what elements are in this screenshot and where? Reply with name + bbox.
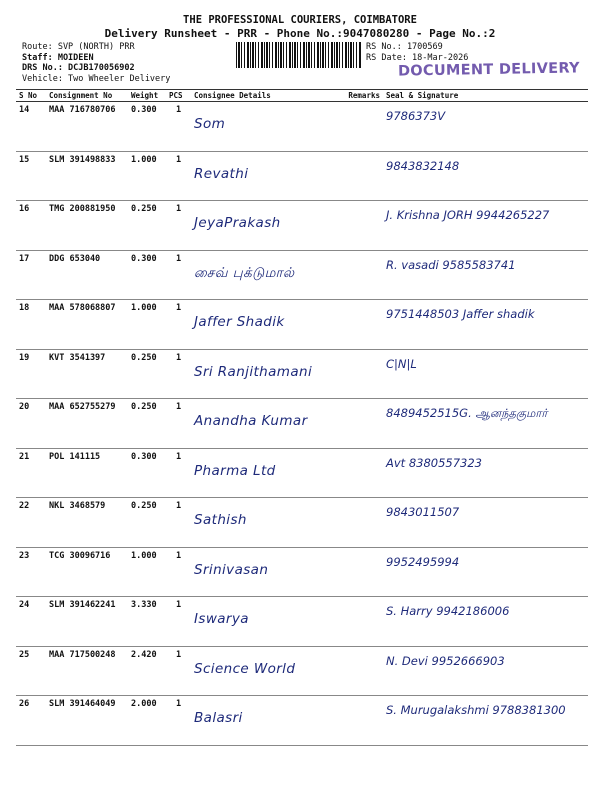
handwritten-signature: 9751448503 Jaffer shadik [386, 307, 535, 321]
table-body [16, 102, 588, 746]
consignee-cell: Science World [191, 646, 343, 696]
vehicle-line: Vehicle: Two Wheeler Delivery [22, 73, 171, 84]
consignee-cell: Anandha Kumar [191, 399, 343, 449]
consignment-no-cell: DDG 653040 [46, 250, 128, 300]
remarks-cell [343, 597, 383, 647]
consignment-no-cell: MAA 717500248 [46, 646, 128, 696]
weight-cell: 3.330 [128, 597, 166, 647]
pcs-cell: 1 [166, 349, 191, 399]
sno-cell: 15 [16, 151, 46, 201]
sno-cell: 17 [16, 250, 46, 300]
header-subtitle: Delivery Runsheet - PRR - Phone No.:9047080280 - Page No.:2 [104, 27, 496, 40]
remarks-cell [343, 646, 383, 696]
handwritten-signature: R. vasadi 9585583741 [386, 257, 516, 272]
weight-cell: 1.000 [128, 151, 166, 201]
weight-cell: 1.000 [128, 300, 166, 350]
signature-cell [383, 597, 588, 647]
sno-cell: 16 [16, 201, 46, 251]
pcs-cell: 1 [166, 102, 191, 152]
weight-cell: 2.420 [128, 646, 166, 696]
remarks-cell [343, 498, 383, 548]
handwritten-signature: 9786373V [386, 109, 446, 123]
pcs-cell: 1 [166, 696, 191, 746]
table-row [16, 399, 588, 449]
signature-cell [383, 300, 588, 350]
col-header-signature: Seal & Signature [383, 90, 588, 102]
handwritten-signature: 9843832148 [386, 158, 460, 173]
sno-cell: 23 [16, 547, 46, 597]
consignee-cell: Revathi [191, 151, 343, 201]
sno-cell: 18 [16, 300, 46, 350]
handwritten-signature: C|N|L [386, 356, 417, 371]
col-header-sno: S No [16, 90, 46, 102]
pcs-cell: 1 [166, 498, 191, 548]
consignee-cell: Iswarya [191, 597, 343, 647]
weight-cell: 0.250 [128, 399, 166, 449]
handwritten-signature: N. Devi 9952666903 [386, 653, 505, 668]
weight-cell: 0.250 [128, 498, 166, 548]
consignee-cell: Srinivasan [191, 547, 343, 597]
table-row [16, 201, 588, 251]
remarks-cell [343, 250, 383, 300]
col-header-consignment: Consignment No [46, 90, 128, 102]
col-header-pcs: PCS [166, 90, 191, 102]
remarks-cell [343, 300, 383, 350]
table-row [16, 597, 588, 647]
signature-cell [383, 151, 588, 201]
consignment-no-cell: MAA 652755279 [46, 399, 128, 449]
pcs-cell: 1 [166, 547, 191, 597]
weight-cell: 0.250 [128, 201, 166, 251]
table-row [16, 498, 588, 548]
consignee-cell: Sathish [191, 498, 343, 548]
table-row [16, 547, 588, 597]
handwritten-signature: Avt 8380557323 [386, 455, 483, 470]
sno-cell: 19 [16, 349, 46, 399]
barcode [236, 42, 362, 68]
handwritten-signature: 9843011507 [386, 505, 460, 519]
weight-cell: 0.300 [128, 250, 166, 300]
remarks-cell [343, 696, 383, 746]
weight-cell: 0.300 [128, 102, 166, 152]
remarks-cell [343, 151, 383, 201]
signature-cell [383, 399, 588, 449]
handwritten-signature: J. Krishna JORH 9944265227 [386, 208, 550, 222]
consignment-no-cell: TCG 30096716 [46, 547, 128, 597]
sno-cell: 20 [16, 399, 46, 449]
weight-cell: 2.000 [128, 696, 166, 746]
consignee-cell: Som [191, 102, 343, 152]
handwritten-signature: 8489452515G. ஆனந்தகுமார் [386, 406, 548, 420]
rs-info [366, 42, 468, 63]
consignee-cell: சைவ் புக்டுமால் [191, 250, 343, 300]
table-row [16, 349, 588, 399]
table-row [16, 250, 588, 300]
signature-cell [383, 102, 588, 152]
table-row [16, 102, 588, 152]
table-row [16, 448, 588, 498]
remarks-cell [343, 448, 383, 498]
drs-line: DRS No.: DCJB170056902 [22, 63, 135, 73]
consignment-no-cell: TMG 200881950 [46, 201, 128, 251]
consignee-cell: Sri Ranjithamani [191, 349, 343, 399]
consignment-no-cell: SLM 391462241 [46, 597, 128, 647]
consignment-no-cell: NKL 3468579 [46, 498, 128, 548]
remarks-cell [343, 349, 383, 399]
col-header-remarks: Remarks [343, 90, 383, 102]
document-delivery-stamp: DOCUMENT DELIVERY [397, 60, 581, 80]
handwritten-signature: 9952495994 [386, 554, 460, 569]
consignee-cell: JeyaPrakash [191, 201, 343, 251]
table-row [16, 646, 588, 696]
col-header-consignee: Consignee Details [191, 90, 343, 102]
signature-cell [383, 250, 588, 300]
remarks-cell [343, 547, 383, 597]
col-header-weight: Weight [128, 90, 166, 102]
sno-cell: 25 [16, 646, 46, 696]
consignment-no-cell: MAA 578068807 [46, 300, 128, 350]
pcs-cell: 1 [166, 201, 191, 251]
consignee-cell: Jaffer Shadik [191, 300, 343, 350]
sno-cell: 24 [16, 597, 46, 647]
weight-cell: 0.300 [128, 448, 166, 498]
weight-cell: 1.000 [128, 547, 166, 597]
pcs-cell: 1 [166, 597, 191, 647]
consignment-no-cell: MAA 716780706 [46, 102, 128, 152]
sno-cell: 22 [16, 498, 46, 548]
pcs-cell: 1 [166, 399, 191, 449]
remarks-cell [343, 102, 383, 152]
pcs-cell: 1 [166, 646, 191, 696]
pcs-cell: 1 [166, 151, 191, 201]
rs-no-line: RS No.: 1700569 [366, 42, 443, 52]
consignee-cell: Balasri [191, 696, 343, 746]
sno-cell: 21 [16, 448, 46, 498]
sno-cell: 14 [16, 102, 46, 152]
handwritten-signature: S. Murugalakshmi 9788381300 [386, 703, 566, 717]
sno-cell: 26 [16, 696, 46, 746]
signature-cell [383, 696, 588, 746]
consignment-no-cell: SLM 391498833 [46, 151, 128, 201]
signature-cell [383, 646, 588, 696]
pcs-cell: 1 [166, 250, 191, 300]
table-row [16, 696, 588, 746]
remarks-cell [343, 399, 383, 449]
header-company: THE PROFESSIONAL COURIERS, COIMBATORE [183, 14, 417, 26]
signature-cell [383, 547, 588, 597]
pcs-cell: 1 [166, 448, 191, 498]
table-row [16, 300, 588, 350]
staff-line: Staff: MOIDEEN [22, 52, 94, 63]
rs-date-line: RS Date: 18-Mar-2026 [366, 52, 469, 63]
remarks-cell [343, 201, 383, 251]
consignment-no-cell: SLM 391464049 [46, 696, 128, 746]
consignment-no-cell: KVT 3541397 [46, 349, 128, 399]
route-line: Route: SVP (NORTH) PRR [22, 42, 135, 52]
runsheet-table [16, 89, 588, 746]
signature-cell [383, 349, 588, 399]
consignment-no-cell: POL 141115 [46, 448, 128, 498]
consignee-cell: Pharma Ltd [191, 448, 343, 498]
route-info [22, 42, 170, 84]
table-row [16, 151, 588, 201]
weight-cell: 0.250 [128, 349, 166, 399]
pcs-cell: 1 [166, 300, 191, 350]
signature-cell [383, 201, 588, 251]
signature-cell [383, 448, 588, 498]
table-header-row [16, 90, 588, 102]
handwritten-signature: S. Harry 9942186006 [386, 604, 510, 618]
signature-cell [383, 498, 588, 548]
